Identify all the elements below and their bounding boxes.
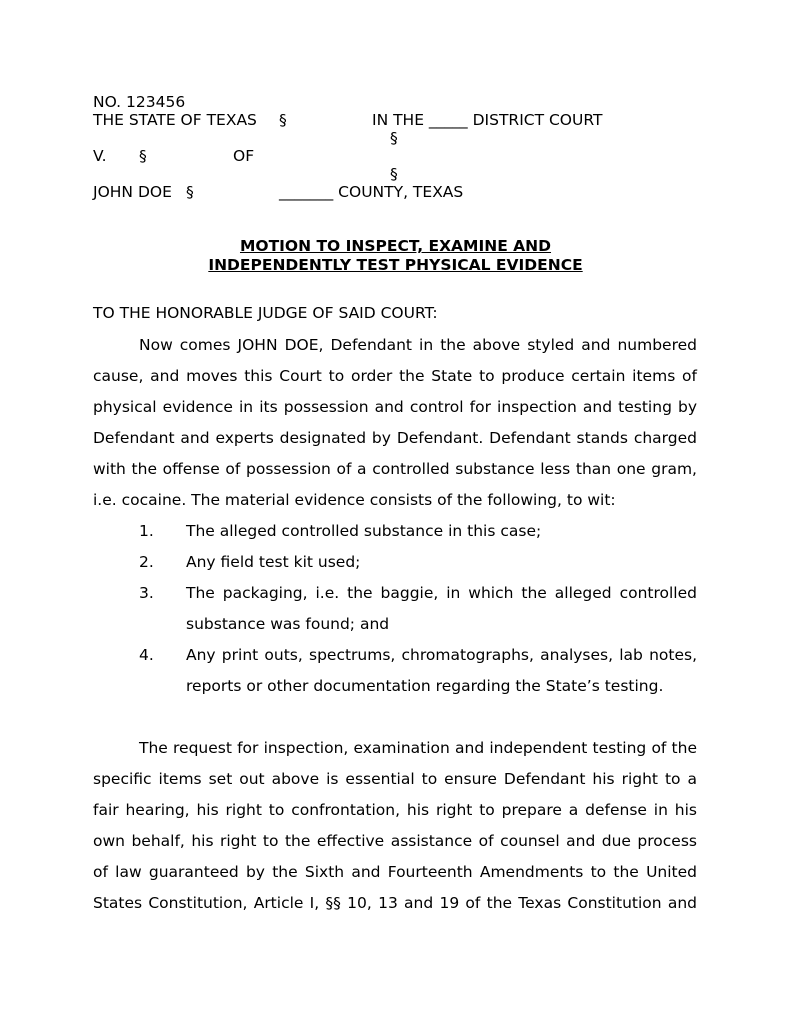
caption-versus: V. — [93, 147, 107, 165]
list-item-number: 3. — [139, 584, 154, 602]
list-item-text: substance was found; and — [186, 615, 390, 633]
document-title-line-2: INDEPENDENTLY TEST PHYSICAL EVIDENCE — [208, 256, 583, 274]
paragraph-line: own behalf, his right to the effective assistance of counsel and due process — [93, 832, 697, 850]
list-item-text: The alleged controlled substance in this case; — [186, 522, 542, 540]
paragraph-line: States Constitution, Article I, §§ 10, 13 and 19 of the Texas Constitution and — [93, 894, 697, 912]
paragraph-line: of law guaranteed by the Sixth and Fourteenth Amendments to the United — [93, 863, 697, 881]
document-title-line-1: MOTION TO INSPECT, EXAMINE AND — [239, 237, 552, 255]
paragraph-line: The request for inspection, examination and independent testing of the — [139, 739, 697, 757]
caption-county: _______ COUNTY, TEXAS — [279, 183, 464, 201]
caption-section-sign: § — [139, 147, 147, 165]
caption-court: IN THE _____ DISTRICT COURT — [372, 111, 603, 129]
caption-section-sign: § — [390, 165, 398, 183]
list-item-text: Any print outs, spectrums, chromatographs, analyses, lab notes, — [186, 646, 697, 664]
caption-section-sign: § — [186, 183, 194, 201]
paragraph-line: Defendant and experts designated by Defendant. Defendant stands charged — [93, 429, 697, 447]
list-item-number: 1. — [139, 522, 154, 540]
caption-of: OF — [233, 147, 255, 165]
salutation: TO THE HONORABLE JUDGE OF SAID COURT: — [93, 304, 438, 322]
caption-section-sign: § — [279, 111, 287, 129]
paragraph-line: physical evidence in its possession and control for inspection and testing by — [93, 398, 697, 416]
paragraph-line: Now comes JOHN DOE, Defendant in the above styled and numbered — [139, 336, 697, 354]
case-number: NO. 123456 — [93, 93, 186, 111]
caption-party-state: THE STATE OF TEXAS — [93, 111, 257, 129]
list-item-text: reports or other documentation regarding the State’s testing. — [186, 677, 664, 695]
paragraph-line: fair hearing, his right to confrontation, his right to prepare a defense in his — [93, 801, 697, 819]
list-item-number: 2. — [139, 553, 154, 571]
list-item-text: The packaging, i.e. the baggie, in which the alleged controlled — [186, 584, 697, 602]
paragraph-line: cause, and moves this Court to order the State to produce certain items of — [93, 367, 697, 385]
paragraph-line: i.e. cocaine. The material evidence consists of the following, to wit: — [93, 491, 616, 509]
list-item-text: Any field test kit used; — [186, 553, 361, 571]
caption-section-sign: § — [390, 129, 398, 147]
paragraph-line: specific items set out above is essential to ensure Defendant his right to a — [93, 770, 697, 788]
list-item-number: 4. — [139, 646, 154, 664]
paragraph-line: with the offense of possession of a controlled substance less than one gram, — [93, 460, 697, 478]
caption-party-defendant: JOHN DOE — [93, 183, 172, 201]
